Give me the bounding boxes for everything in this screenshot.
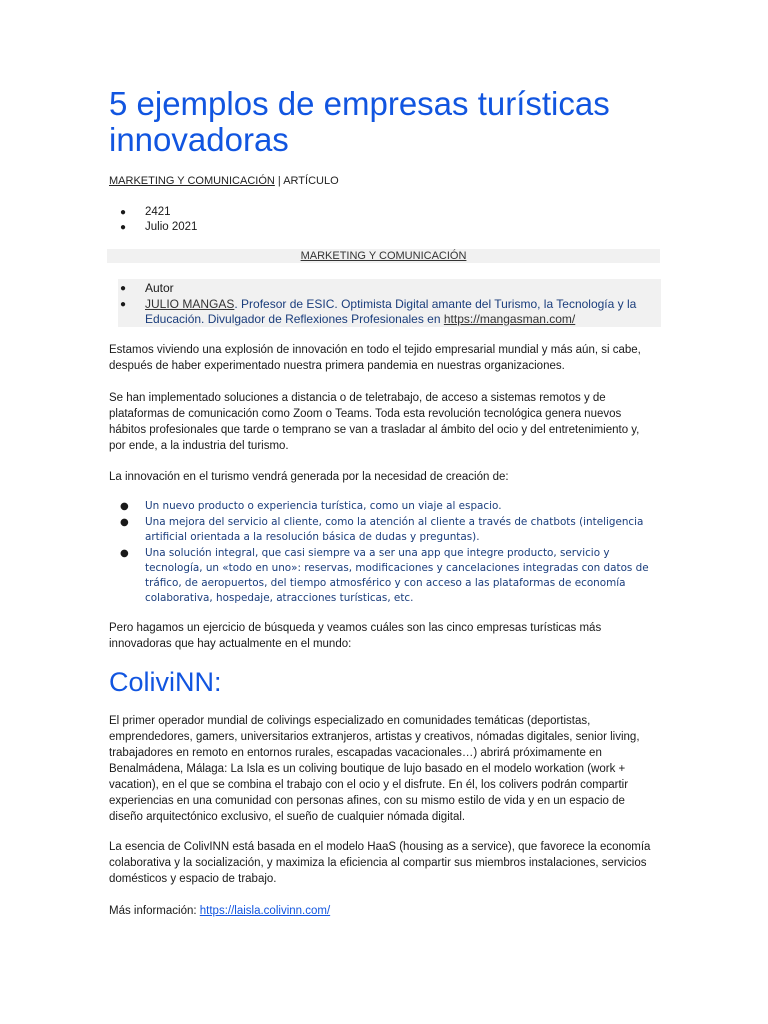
- paragraph-intro: Estamos viviendo una explosión de innovación en todo el tejido empresarial mundial y más aún, si cabe, después de haber experimentado nuestra primera pandemia en nuestras organizaciones.: [109, 344, 641, 372]
- paragraph-search-exercise: Pero hagamos un ejercicio de búsqueda y veamos cuáles son las cinco empresas turísticas más innovadoras que hay actualmente en el mundo:: [109, 622, 602, 650]
- author-website-link[interactable]: https://mangasman.com/: [443, 312, 576, 326]
- page-title: 5 ejemplos de empresas turísticas innovadoras: [109, 85, 610, 158]
- meta-date-value: Julio 2021: [145, 221, 198, 233]
- article-type: ARTÍCULO: [283, 175, 339, 187]
- paragraph-colivinn-essence: La esencia de ColivINN está basada en el modelo HaaS (housing as a service), que favorece la economía colaborativa y la socialización, y maximiza la eficiencia al compartir sus miembros instalaciones, servicios domésticos y espacio de trabajo.: [109, 841, 651, 885]
- author-label: Autor: [145, 281, 174, 295]
- more-info-line: [109, 903, 659, 919]
- list-item: [109, 546, 669, 606]
- bullet-icon: ●: [120, 548, 129, 559]
- list-item-text: Un nuevo producto o experiencia turística, como un viaje al espacio.: [145, 500, 502, 512]
- category-line: [109, 175, 339, 187]
- list-item-text: Una mejora del servicio al cliente, como la atención al cliente a través de chatbots (inteligencia artificial orientada a la resolución básica de dudas y preguntas).: [145, 516, 644, 543]
- section-title-colivinn: ColiviNN:: [109, 667, 222, 697]
- list-item: [109, 515, 669, 545]
- paragraph-colivinn-description: El primer operador mundial de colivings especializado en comunidades temáticas (deportistas, emprendedores, gamers, universitarios extranjeros, artistas y creativos, nómadas digitales, senior living, trabajadores en remoto en entornos rurales, escapadas vacacionales…) abrirá próximamente en Benalmádena, Málaga: La Isla es un coliving boutique de lujo basado en el modelo workation (work + vacation), en el que se combina el trabajo con el ocio y el disfrute. En él, los colivers podrán compartir experiencias en una comunidad con personas afines, con su mismo estilo de vida y en un espacio de diseño arquitectónico exclusivo, el sueño de cualquier nómada digital.: [109, 715, 640, 823]
- meta-date: [109, 220, 197, 235]
- meta-views-value: 2421: [145, 206, 171, 218]
- author-description: . Profesor de ESIC. Optimista Digital amante del Turismo, la Tecnología y la Educación. Divulgador de Reflexiones Profesionales en: [145, 296, 637, 326]
- bullet-icon: ●: [120, 517, 129, 528]
- list-item: [109, 499, 669, 514]
- category-separator: |: [274, 175, 284, 187]
- author-name-link[interactable]: JULIO MANGAS: [145, 296, 235, 311]
- author-bio-item: [109, 297, 669, 328]
- bullet-icon: ●: [120, 298, 127, 310]
- category-link[interactable]: MARKETING Y COMUNICACIÓN: [109, 175, 275, 187]
- category-band-label[interactable]: MARKETING Y COMUNICACIÓN: [300, 250, 467, 262]
- bullet-icon: ●: [120, 207, 127, 218]
- article-meta: [109, 205, 197, 235]
- paragraph-remote-work: Se han implementado soluciones a distancia o de teletrabajo, de acceso a sistemas remotos y de plataformas de comunicación como Zoom o Teams. Toda esta revolución tecnológica genera nuevos hábitos profesionales que tarde o temprano se van a trasladar al ámbito del ocio y del entretenimiento y, por ende, a la industria del turismo.: [109, 392, 640, 452]
- bullet-icon: ●: [120, 283, 127, 294]
- author-label-item: [109, 281, 669, 297]
- more-info-link[interactable]: https://laisla.colivinn.com/: [199, 905, 331, 917]
- innovation-list: [109, 499, 669, 607]
- list-item-text: Una solución integral, que casi siempre va a ser una app que integre producto, servicio y tecnología, un «todo en uno»: reservas, modificaciones y cancelaciones integradas con datos de tráfico, de aeropuertos, del tiempo atmosférico y con acceso a las plataformas de economía colaborativa, hospedaje, atracciones turísticas, etc.: [145, 547, 649, 604]
- bullet-icon: ●: [120, 501, 129, 512]
- category-band[interactable]: [107, 249, 660, 263]
- bullet-icon: ●: [120, 222, 127, 233]
- paragraph-innovation-needs: La innovación en el turismo vendrá generada por la necesidad de creación de:: [109, 471, 509, 483]
- author-info: [109, 281, 669, 328]
- meta-views: [109, 205, 197, 220]
- more-info-label: Más información:: [109, 905, 200, 917]
